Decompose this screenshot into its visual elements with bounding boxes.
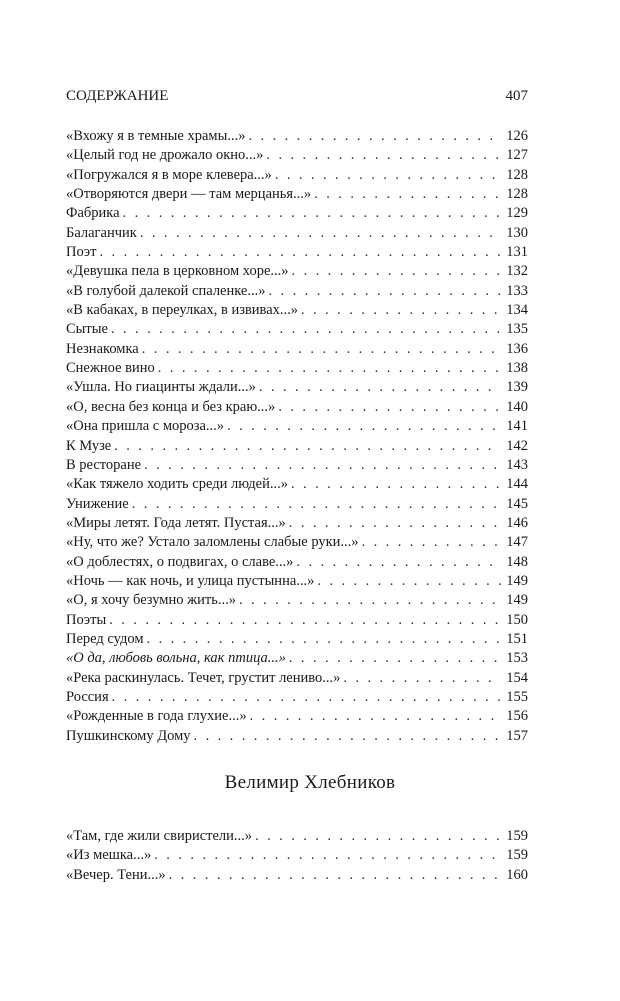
entry-title: «Как тяжело ходить среди людей...» (66, 476, 288, 493)
entry-title: «Целый год не дрожало окно...» (66, 147, 264, 164)
running-title: СОДЕРЖАНИЕ (66, 88, 169, 104)
dot-leader (269, 283, 502, 300)
dot-leader (144, 457, 501, 474)
entry-page-number: 134 (506, 302, 528, 319)
toc-entry (66, 360, 528, 379)
toc-entry (66, 186, 528, 205)
dot-leader (147, 631, 501, 648)
entry-page-number: 128 (506, 166, 528, 183)
entry-title: Снежное вино (66, 360, 155, 377)
toc-entry (66, 341, 528, 360)
toc-entry (66, 592, 528, 611)
entry-page-number: 138 (506, 360, 528, 377)
toc-entry (66, 847, 528, 866)
entry-title: «Отворяются двери — там мерцанья...» (66, 186, 312, 203)
entry-page-number: 127 (506, 147, 528, 164)
toc-entry (66, 418, 528, 437)
entry-page-number: 141 (506, 418, 528, 435)
dot-leader (314, 186, 501, 203)
entry-title: «Вхожу я в темные храмы...» (66, 128, 246, 144)
toc-entry (66, 534, 528, 553)
toc-entry (66, 167, 528, 186)
entry-title: «О да, любовь вольна, как птица...» (66, 650, 286, 667)
entry-title: «О, весна без конца и без краю...» (66, 398, 276, 415)
entry-page-number: 150 (506, 611, 528, 628)
toc-entry (66, 147, 528, 166)
toc-entry (66, 867, 528, 886)
entry-title: Унижение (66, 495, 129, 512)
toc-entry (66, 476, 528, 495)
entry-page-number: 132 (506, 263, 528, 280)
toc-entry (66, 631, 528, 650)
toc-entry (66, 399, 528, 418)
page-number: 407 (505, 88, 528, 104)
contents-list (66, 128, 528, 747)
entry-page-number: 142 (506, 437, 528, 454)
entry-title: В ресторане (66, 456, 142, 473)
entry-page-number: 129 (506, 205, 528, 222)
entry-title: «Ночь — как ночь, и улица пустынна...» (66, 572, 315, 589)
dot-leader (248, 128, 501, 145)
entry-title: Балаганчик (66, 224, 137, 241)
toc-entry (66, 708, 528, 727)
entry-page-number: 136 (506, 340, 528, 357)
dot-leader (109, 612, 501, 629)
entry-title: «О доблестях, о подвигах, о славе...» (66, 553, 294, 570)
entry-title: «Погружался я в море клевера...» (66, 166, 272, 183)
entry-page-number: 147 (506, 534, 528, 551)
dot-leader (250, 708, 501, 725)
entry-page-number: 153 (506, 650, 528, 667)
entry-title: «Река раскинулась. Течет, грустит лениво...» (66, 669, 341, 686)
dot-leader (275, 167, 501, 184)
dot-leader (239, 592, 501, 609)
entry-page-number: 160 (506, 866, 528, 883)
dot-leader (114, 438, 501, 455)
toc-entry (66, 457, 528, 476)
toc-entry (66, 728, 528, 747)
running-header (66, 88, 528, 105)
dot-leader (289, 650, 501, 667)
entry-title: Поэты (66, 611, 107, 628)
dot-leader (140, 225, 501, 242)
entry-title: «В голубой далекой спаленке...» (66, 282, 266, 299)
entry-page-number: 139 (506, 379, 528, 396)
dot-leader (154, 847, 501, 864)
entry-title: «Из мешка...» (66, 847, 152, 864)
toc-entry (66, 515, 528, 534)
section-heading: Велимир Хлебников (224, 772, 396, 793)
dot-leader (142, 341, 501, 358)
dot-leader (99, 244, 501, 261)
dot-leader (158, 360, 501, 377)
toc-entry (66, 496, 528, 515)
entry-page-number: 131 (506, 244, 528, 261)
entry-title: «Там, где жили свиристели...» (66, 828, 253, 844)
toc-entry (66, 438, 528, 457)
toc-entry (66, 828, 528, 847)
entry-title: «Ну, что же? Устало заломлены слабые руки...» (66, 534, 359, 551)
toc-entry (66, 612, 528, 631)
entry-page-number: 157 (506, 727, 528, 744)
entry-title: «В кабаках, в переулках, в извивах...» (66, 302, 299, 319)
dot-leader (291, 476, 501, 493)
toc-entry (66, 554, 528, 573)
entry-page-number: 148 (506, 553, 528, 570)
entry-page-number: 149 (506, 592, 528, 609)
entry-title: Сытые (66, 321, 108, 338)
entry-title: «Девушка пела в церковном хоре...» (66, 263, 289, 280)
toc-entry (66, 283, 528, 302)
toc-entry (66, 689, 528, 708)
dot-leader (112, 689, 501, 706)
dot-leader (227, 418, 501, 435)
entry-page-number: 130 (506, 224, 528, 241)
dot-leader (317, 573, 501, 590)
entry-page-number: 140 (506, 398, 528, 415)
toc-entry (66, 205, 528, 224)
toc-entry (66, 670, 528, 689)
entry-page-number: 149 (506, 572, 528, 589)
toc-entry (66, 244, 528, 263)
dot-leader (292, 263, 501, 280)
toc-entry (66, 128, 528, 147)
entry-page-number: 154 (506, 669, 528, 686)
toc-entry (66, 321, 528, 340)
toc-entry (66, 263, 528, 282)
entry-title: Незнакомка (66, 340, 139, 357)
entry-title: «Ушла. Но гиацинты ждали...» (66, 379, 256, 396)
dot-leader (132, 496, 501, 513)
entry-page-number: 146 (506, 514, 528, 531)
dot-leader (169, 867, 501, 884)
dot-leader (259, 379, 501, 396)
dot-leader (289, 515, 501, 532)
entry-title: Россия (66, 688, 109, 705)
entry-title: «Она пришла с мороза...» (66, 418, 225, 435)
entry-title: «О, я хочу безумно жить...» (66, 592, 236, 609)
entry-page-number: 159 (506, 847, 528, 864)
entry-page-number: 156 (506, 708, 528, 725)
entry-title: «Вечер. Тени...» (66, 866, 166, 883)
entry-page-number: 135 (506, 321, 528, 338)
dot-leader (343, 670, 501, 687)
entry-title: «Рожденные в года глухие...» (66, 708, 247, 725)
entry-page-number: 143 (506, 456, 528, 473)
dot-leader (296, 554, 501, 571)
dot-leader (362, 534, 501, 551)
dot-leader (266, 147, 501, 164)
entry-page-number: 126 (506, 128, 528, 144)
entry-page-number: 155 (506, 688, 528, 705)
contents-list-khlebnikov (66, 828, 528, 886)
toc-entry (66, 379, 528, 398)
dot-leader (111, 321, 501, 338)
toc-entry (66, 573, 528, 592)
dot-leader (255, 828, 501, 845)
toc-entry (66, 225, 528, 244)
entry-title: К Музе (66, 437, 112, 454)
dot-leader (194, 728, 501, 745)
entry-page-number: 128 (506, 186, 528, 203)
dot-leader (123, 205, 501, 222)
entry-page-number: 144 (506, 476, 528, 493)
entry-page-number: 151 (506, 630, 528, 647)
entry-page-number: 145 (506, 495, 528, 512)
entry-title: Фабрика (66, 205, 120, 222)
dot-leader (278, 399, 501, 416)
toc-entry (66, 650, 528, 669)
entry-page-number: 159 (506, 828, 528, 844)
entry-title: Поэт (66, 244, 97, 261)
entry-title: Пушкинскому Дому (66, 727, 191, 744)
entry-title: Перед судом (66, 630, 144, 647)
toc-entry (66, 302, 528, 321)
entry-page-number: 133 (506, 282, 528, 299)
entry-title: «Миры летят. Года летят. Пустая...» (66, 514, 286, 531)
dot-leader (301, 302, 501, 319)
